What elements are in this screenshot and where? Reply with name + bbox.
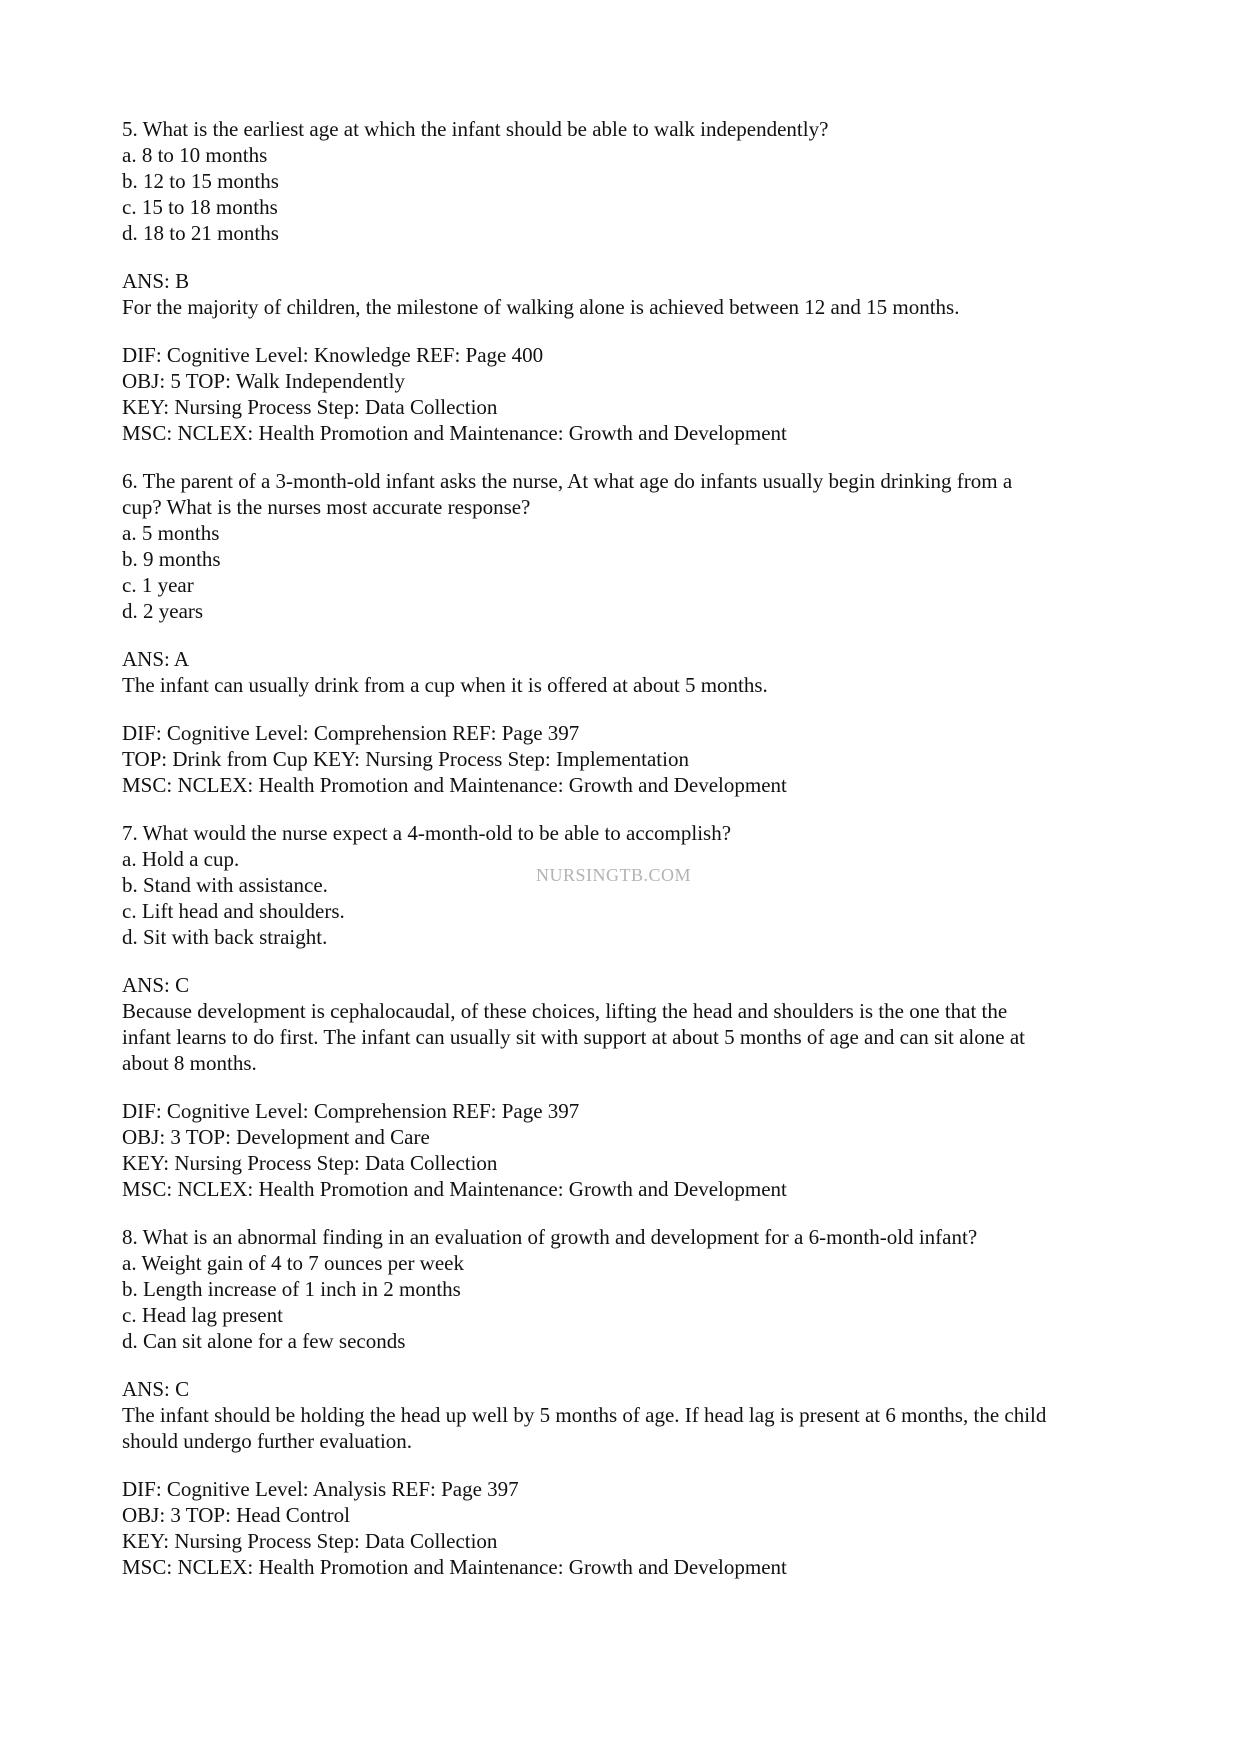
question-8 (122, 1224, 1122, 1354)
meta-obj: OBJ: 5 TOP: Walk Independently (122, 369, 405, 393)
meta-key: KEY: Nursing Process Step: Data Collection (122, 1529, 498, 1553)
meta-msc: MSC: NCLEX: Health Promotion and Maintenance: Growth and Development (122, 1177, 787, 1201)
option-d: d. 18 to 21 months (122, 221, 279, 245)
meta-msc: MSC: NCLEX: Health Promotion and Maintenance: Growth and Development (122, 421, 787, 445)
answer-key: ANS: A (122, 647, 190, 671)
meta-dif: DIF: Cognitive Level: Comprehension REF: Page 397 (122, 1099, 580, 1123)
meta-key: KEY: Nursing Process Step: Data Collection (122, 395, 498, 419)
rationale: For the majority of children, the milestone of walking alone is achieved between 12 and 15 months. (122, 295, 960, 319)
question-5 (122, 116, 1122, 246)
rationale: The infant should be holding the head up well by 5 months of age. If head lag is present at 6 months, the child (122, 1403, 1047, 1427)
meta-obj: OBJ: 3 TOP: Development and Care (122, 1125, 430, 1149)
meta-top: TOP: Drink from Cup KEY: Nursing Process Step: Implementation (122, 747, 689, 771)
meta-obj: OBJ: 3 TOP: Head Control (122, 1503, 350, 1527)
question-6 (122, 468, 1122, 624)
question-stem: 8. What is an abnormal finding in an evaluation of growth and development for a 6-month-old infant? (122, 1225, 978, 1249)
answer-6 (122, 646, 1122, 698)
question-stem: 6. The parent of a 3-month-old infant asks the nurse, At what age do infants usually begin drinking from a (122, 469, 1013, 493)
option-c: c. 1 year (122, 573, 194, 597)
answer-key: ANS: B (122, 269, 190, 293)
meta-8 (122, 1476, 1122, 1580)
option-c: c. Lift head and shoulders. (122, 899, 345, 923)
question-stem: 5. What is the earliest age at which the infant should be able to walk independently? (122, 117, 829, 141)
meta-7 (122, 1098, 1122, 1202)
answer-key: ANS: C (122, 973, 190, 997)
meta-dif: DIF: Cognitive Level: Comprehension REF: Page 397 (122, 721, 580, 745)
option-c: c. Head lag present (122, 1303, 283, 1327)
meta-dif: DIF: Cognitive Level: Knowledge REF: Page 400 (122, 343, 544, 367)
option-c: c. 15 to 18 months (122, 195, 278, 219)
option-b: b. Length increase of 1 inch in 2 months (122, 1277, 461, 1301)
question-stem: 7. What would the nurse expect a 4-month-old to be able to accomplish? (122, 821, 732, 845)
meta-msc: MSC: NCLEX: Health Promotion and Maintenance: Growth and Development (122, 773, 787, 797)
document-page (122, 116, 1122, 1602)
rationale: about 8 months. (122, 1051, 257, 1075)
option-b: b. 12 to 15 months (122, 169, 279, 193)
option-a: a. Weight gain of 4 to 7 ounces per week (122, 1251, 464, 1275)
option-a: a. 8 to 10 months (122, 143, 268, 167)
option-d: d. Sit with back straight. (122, 925, 328, 949)
meta-msc: MSC: NCLEX: Health Promotion and Maintenance: Growth and Development (122, 1555, 787, 1579)
option-a: a. 5 months (122, 521, 220, 545)
meta-6 (122, 720, 1122, 798)
question-stem-cont: cup? What is the nurses most accurate response? (122, 495, 531, 519)
rationale: The infant can usually drink from a cup when it is offered at about 5 months. (122, 673, 768, 697)
option-b: b. Stand with assistance. (122, 873, 328, 897)
meta-5 (122, 342, 1122, 446)
option-d: d. 2 years (122, 599, 204, 623)
answer-8 (122, 1376, 1122, 1454)
meta-key: KEY: Nursing Process Step: Data Collection (122, 1151, 498, 1175)
answer-5 (122, 268, 1122, 320)
option-d: d. Can sit alone for a few seconds (122, 1329, 406, 1353)
meta-dif: DIF: Cognitive Level: Analysis REF: Page 397 (122, 1477, 519, 1501)
watermark: NURSINGTB.COM (536, 865, 692, 885)
option-a: a. Hold a cup. (122, 847, 240, 871)
rationale: Because development is cephalocaudal, of these choices, lifting the head and shoulders is the one that the (122, 999, 1008, 1023)
option-b: b. 9 months (122, 547, 221, 571)
answer-key: ANS: C (122, 1377, 190, 1401)
rationale: infant learns to do first. The infant can usually sit with support at about 5 months of age and can sit alone at (122, 1025, 1025, 1049)
rationale: should undergo further evaluation. (122, 1429, 413, 1453)
answer-7 (122, 972, 1122, 1076)
